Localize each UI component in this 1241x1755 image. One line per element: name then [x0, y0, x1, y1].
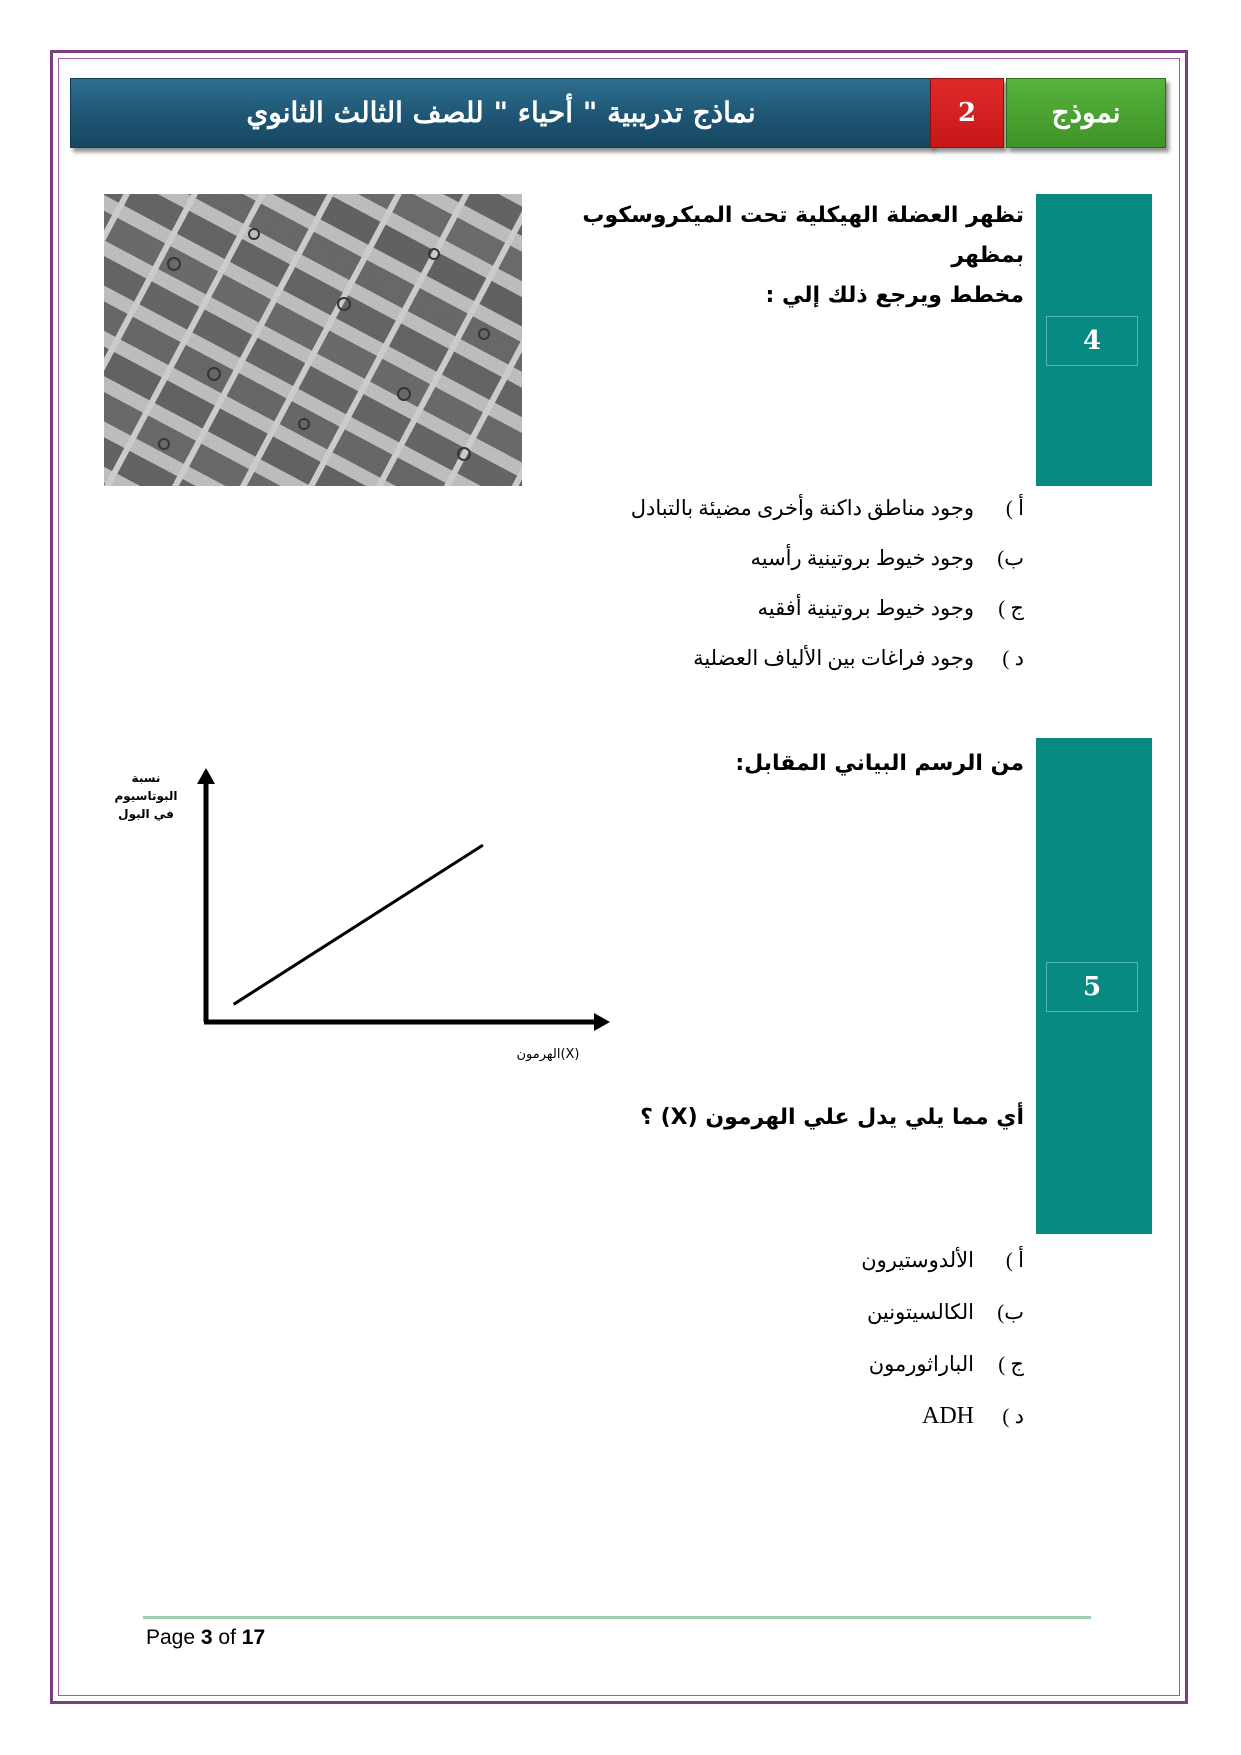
total-pages: 17 [241, 1626, 266, 1649]
chart-svg [96, 760, 626, 1080]
option-letter: د ) [1002, 646, 1024, 670]
page-word: Page [146, 1626, 196, 1649]
option-letter: أ ) [1005, 1248, 1024, 1272]
option-text: وجود خيوط بروتينية أفقيه [757, 596, 974, 620]
option-text: وجود فراغات بين الألياف العضلية [693, 646, 974, 670]
y-label-line-1: نسبة [131, 771, 161, 785]
question-4-option-b[interactable] [750, 538, 1024, 578]
option-letter: ب) [997, 1300, 1024, 1324]
x-axis-label: الهرمون(X) [516, 1047, 580, 1062]
question-5-option-c[interactable] [869, 1344, 1024, 1384]
series-line [234, 845, 483, 1004]
option-text: وجود مناطق داكنة وأخرى مضيئة بالتبادل [630, 496, 974, 520]
y-label-line-3: في البول [118, 807, 174, 821]
page-number: 3 [200, 1626, 213, 1649]
question-5-number-bar [1036, 738, 1152, 1234]
question-5-text: من الرسم البياني المقابل: [735, 751, 1024, 776]
question-number: 4 [1046, 316, 1138, 366]
option-text: الألدوستيرون [861, 1248, 974, 1272]
micrograph-drawing [104, 194, 522, 486]
option-letter: ب) [997, 546, 1024, 570]
question-4-text-line1: تظهر العضلة الهيكلية تحت الميكروسكوب بمظهر [582, 203, 1024, 268]
question-4-option-c[interactable] [758, 588, 1024, 628]
option-text: ADH [922, 1403, 974, 1429]
model-number-badge: 2 [930, 78, 1004, 148]
question-4-option-a[interactable] [631, 488, 1024, 528]
model-label-badge: نموذج [1006, 78, 1166, 148]
footer-divider [143, 1616, 1091, 1619]
question-number: 5 [1046, 962, 1138, 1012]
of-word: of [218, 1626, 236, 1649]
header-banner [70, 78, 932, 148]
question-4-text [504, 196, 1024, 316]
question-5-sub-question: أي مما يلي يدل علي الهرمون (X) ؟ [640, 1105, 1024, 1130]
question-5-option-b[interactable] [867, 1292, 1024, 1332]
question-4-option-d[interactable] [693, 638, 1024, 678]
y-axis-arrow [197, 768, 215, 784]
option-text: الكالسيتونين [866, 1300, 974, 1324]
y-label-line-2: البوتاسيوم [114, 789, 178, 803]
x-axis-arrow [594, 1013, 610, 1031]
question-5-option-d[interactable] [922, 1396, 1024, 1436]
potassium-hormone-chart [96, 760, 626, 1080]
page-title: نماذج تدريبية " أحياء " للصف الثالث الثانوي [246, 96, 756, 129]
question-5-option-a[interactable] [861, 1240, 1024, 1280]
option-letter: ج ) [998, 1352, 1024, 1376]
option-text: الباراثورمون [868, 1352, 974, 1376]
option-letter: أ ) [1005, 496, 1024, 520]
option-letter: ج ) [998, 596, 1024, 620]
question-4-number-bar [1036, 194, 1152, 486]
muscle-micrograph-image [104, 194, 522, 486]
question-4-text-line2: مخطط ويرجع ذلك إلي : [765, 283, 1024, 308]
page-indicator [146, 1626, 265, 1650]
option-letter: د ) [1002, 1404, 1024, 1428]
option-text: وجود خيوط بروتينية رأسيه [750, 546, 974, 570]
